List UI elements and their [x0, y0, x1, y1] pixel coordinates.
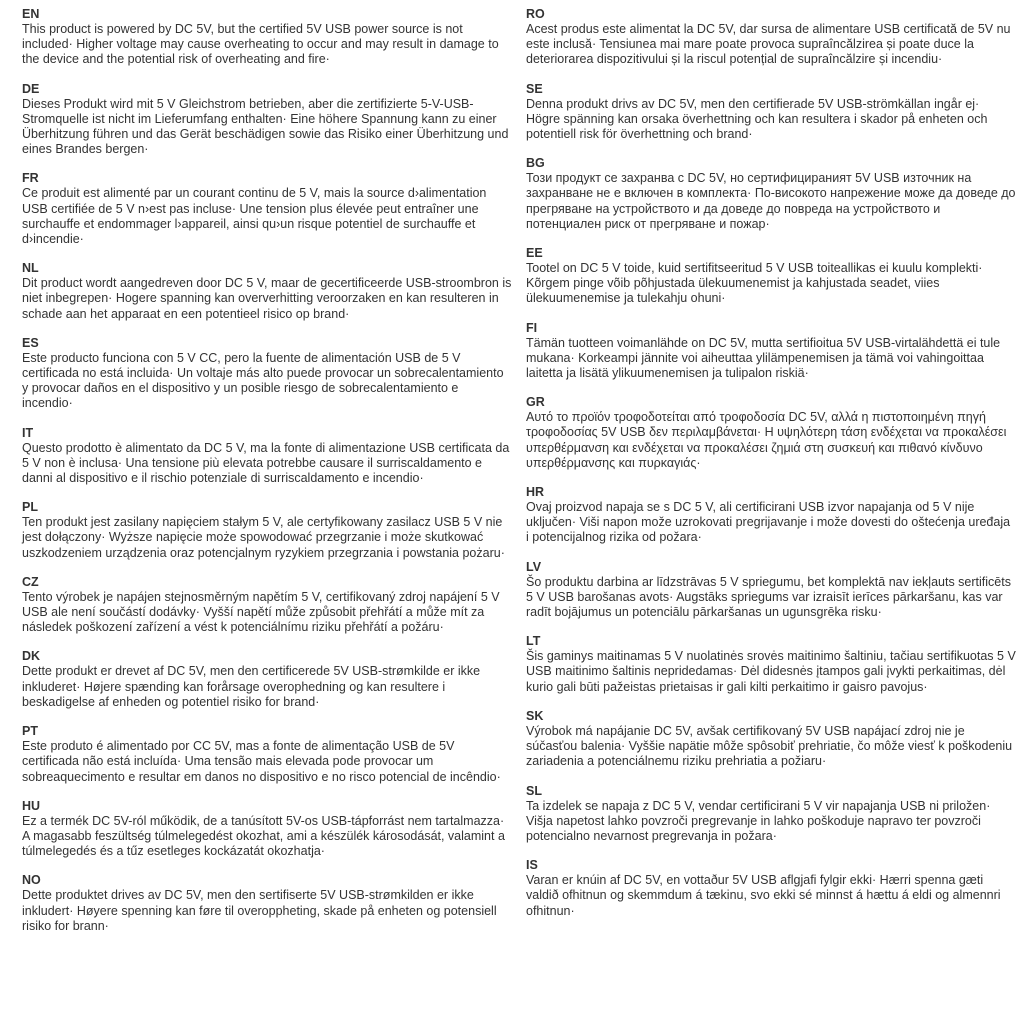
language-code-label: BG	[526, 156, 545, 171]
notice-text: Tämän tuotteen voimanlähde on DC 5V, mutta sertifioitua 5V USB-virtalähdettä ei tule mukana· Korkeampi jännite voi aiheuttaa ylilämpenemisen ja tämä voi vahingoittaa laitetta ja lisätä ylikuumenemisen ja tulipalon riskiä·	[526, 335, 1001, 381]
notice-text: Ce produit est alimenté par un courant continu de 5 V, mais la source d›alimentation USB certifiée de 5 V n›est pas incluse· Une tension plus élevée peut entraîner une surchauffe et endommager l›appareil, ainsi qu›un risque potentiel de surchauffe et d›incendie·	[22, 186, 487, 247]
notice-text: Questo prodotto è alimentato da DC 5 V, ma la fonte di alimentazione USB certificata da 5 V non è inclusa· Una tensione più elevata potrebbe causare il surriscaldamento e danni al dispositivo e il rischio potenziale di surriscaldamento e incendio·	[22, 440, 510, 486]
section-es	[22, 336, 512, 412]
section-dk	[22, 649, 512, 710]
language-code-label: DE	[22, 81, 40, 96]
section-bg	[526, 156, 1016, 232]
notice-text: Αυτό το προϊόν τροφοδοτείται από τροφοδοσία DC 5V, αλλά η πιστοποιημένη πηγή τροφοδοσίας 5V USB δεν περιλαμβάνεται· Η υψηλότερη τάση ενδέχεται να προκαλέσει υπερθέρμανση και ενδέχεται να προκαλέσει ζημιά στη συσκευή και πιθανό κίνδυνο υπερθέρμανσης και πυρκαγιάς·	[526, 410, 1007, 470]
section-fr	[22, 171, 512, 247]
language-code-label: ES	[22, 335, 39, 350]
notice-text: Ez a termék DC 5V-ról működik, de a tanúsított 5V-os USB-tápforrást nem tartalmazza· A magasabb feszültség túlmelegedést okozhat, ami a készülék károsodását, valamint a túlmelegedés és a tűz esetleges kockázatát okozhatja·	[22, 813, 505, 859]
language-code-label: EE	[526, 246, 543, 261]
language-code-label: IT	[22, 425, 34, 440]
notice-text: Ta izdelek se napaja z DC 5 V, vendar certificirani 5 V vir napajanja USB ni priložen· Višja napetost lahko povzroči pregrevanje in lahko poškoduje napravo ter povzroči potencialno nevarnost pregrevanja in požara·	[526, 798, 991, 843]
language-code-label: SL	[526, 783, 542, 798]
notice-text: Tootel on DC 5 V toide, kuid sertifitseeritud 5 V USB toiteallikas ei kuulu komplekti· Kõrgem pinge võib põhjustada ülekuumenemist ja kahjustada seadet, viies ülekuumenemise ja tulekahju ohuni·	[526, 261, 983, 306]
language-code-label: IS	[526, 858, 538, 873]
section-hu	[22, 799, 512, 860]
notice-text: Ten produkt jest zasilany napięciem stałym 5 V, ale certyfikowany zasilacz USB 5 V nie jest dołączony· Wyższe napięcie może spowodować przegrzanie i może skutkować uszkodzeniem urządzenia oraz potencjalnym ryzykiem przegrzania i powstania pożaru·	[22, 515, 505, 560]
left-column	[22, 7, 512, 948]
language-code-label: NL	[22, 261, 39, 276]
notice-text: Този продукт се захранва с DC 5V, но сертифицираният 5V USB източник на захранване не е включен в комплекта· По-високото напрежение може да доведе до прегряване на устройството и да доведе до повреда на устройството и потенциален риск от прегряване и пожар·	[526, 171, 1016, 231]
section-sk	[526, 709, 1016, 770]
section-sl	[526, 784, 1016, 845]
language-code-label: SE	[526, 81, 543, 96]
notice-text: Dieses Produkt wird mit 5 V Gleichstrom betrieben, aber die zertifizierte 5-V-USB-Stromquelle ist nicht im Lieferumfang enthalten· Eine höhere Spannung kann zu einer Überhitzung führen und das Gerät beschädigen sowie das Risiko einer Überhitzung und eines Brandes bergen·	[22, 96, 509, 157]
section-lv	[526, 560, 1016, 621]
notice-text: Denna produkt drivs av DC 5V, men den certifierade 5V USB-strömkällan ingår ej· Högre spänning kan orsaka överhettning och kan resultera i skador på enheten och potentiell risk för överhettning och brand·	[526, 96, 988, 142]
section-pt	[22, 724, 512, 785]
notice-text: Šo produktu darbina ar līdzstrāvas 5 V spriegumu, bet komplektā nav iekļauts sertificēts 5 V USB barošanas avots· Augstāks spriegums var izraisīt ierīces pārkaršanu, kas var radīt bojājumus un potenciālu pārkaršanas un ugunsgrēka risku·	[526, 574, 1011, 620]
language-code-label: LT	[526, 634, 541, 649]
notice-text: Dette produkt er drevet af DC 5V, men den certificerede 5V USB-strømkilde er ikke inkluderet· Højere spænding kan forårsage overophedning og kan resultere i beskadigelse af enheden og potentiel risiko for brand·	[22, 664, 481, 709]
language-code-label: RO	[526, 7, 545, 21]
section-de	[22, 82, 512, 158]
section-hr	[526, 485, 1016, 546]
notice-text: This product is powered by DC 5V, but the certified 5V USB power source is not included· Higher voltage may cause overheating to occur and may result in damage to the device and the potential risk of overheating and fire·	[22, 22, 499, 67]
language-code-label: FI	[526, 320, 538, 335]
notice-text: Dit product wordt aangedreven door DC 5 V, maar de gecertificeerde USB-stroombron is niet inbegrepen· Hogere spanning kan oververhitting veroorzaken en kan resulteren in schade aan het apparaat en een potentieel risico op brand·	[22, 276, 512, 321]
section-it	[22, 426, 512, 487]
notice-text: Tento výrobek je napájen stejnosměrným napětím 5 V, certifikovaný zdroj napájení 5 V USB ale není součástí dodávky· Vyšší napětí může způsobit přehřátí a může mít za následek poškození zařízení a vést k potenciálnímu riziku přehřátí a požáru·	[22, 589, 500, 635]
section-lt	[526, 634, 1016, 695]
notice-text: Acest produs este alimentat la DC 5V, dar sursa de alimentare USB certificată de 5V nu este inclusă· Tensiunea mai mare poate provoca supraîncălzirea și poate duce la deteriorarea dispozitivului și la riscul potențial de supraîncălzire și incendiu·	[526, 22, 1011, 67]
section-is	[526, 858, 1016, 919]
section-ro	[526, 7, 1016, 68]
section-pl	[22, 500, 512, 561]
notice-text: Varan er knúin af DC 5V, en vottaður 5V USB aflgjafi fylgir ekki· Hærri spenna gæti valdið ofhitnun og skemmdum á tækinu, svo ekki sé minnst á hættu á eldi og almennri ofhitnun·	[526, 873, 1001, 918]
section-se	[526, 82, 1016, 143]
notice-text: Šis gaminys maitinamas 5 V nuolatinės srovės maitinimo šaltiniu, tačiau sertifikuotas 5 V USB maitinimo šaltinis nepridedamas· Dėl didesnės įtampos gali įvykti perkaitimas, dėl kurio gali būti pažeistas prietaisas ir gali kilti perkaitimo ir gaisro pavojus·	[526, 649, 1016, 694]
language-code-label: EN	[22, 7, 40, 21]
language-code-label: SK	[526, 708, 544, 723]
section-cz	[22, 575, 512, 636]
section-nl	[22, 261, 512, 322]
language-code-label: HR	[526, 485, 545, 500]
language-code-label: DK	[22, 649, 41, 664]
section-ee	[526, 246, 1016, 307]
language-code-label: PT	[22, 724, 38, 739]
language-code-label: HU	[22, 798, 41, 813]
language-code-label: NO	[22, 873, 41, 888]
language-code-label: FR	[22, 171, 39, 186]
notice-text: Výrobok má napájanie DC 5V, avšak certifikovaný 5V USB napájací zdroj nie je súčasťou balenia· Vyššie napätie môže spôsobiť prehriatie, čo môže viesť k poškodeniu zariadenia a potenciálnemu riziku prehriatia a požiaru·	[526, 723, 1013, 769]
language-code-label: CZ	[22, 574, 39, 589]
notice-text: Este produto é alimentado por CC 5V, mas a fonte de alimentação USB de 5V certificada não está incluída· Uma tensão mais elevada pode provocar um sobreaquecimento e resultar em danos no dispositivo e no risco potencial de incêndio·	[22, 739, 501, 784]
notice-text: Este producto funciona con 5 V CC, pero la fuente de alimentación USB de 5 V certificada no está incluida· Un voltaje más alto puede provocar un sobrecalentamiento y provocar daños en el dispositivo y un posible riesgo de sobrecalentamiento e incendio·	[22, 350, 504, 411]
right-column	[526, 7, 1016, 948]
language-code-label: LV	[526, 559, 542, 574]
language-code-label: PL	[22, 500, 38, 515]
section-en	[22, 7, 512, 68]
language-code-label: GR	[526, 395, 545, 410]
section-gr	[526, 395, 1016, 471]
notice-text: Dette produktet drives av DC 5V, men den sertifiserte 5V USB-strømkilden er ikke inkludert· Høyere spenning kan føre til overoppheting, skade på enheten og potensiell risiko for brann·	[22, 888, 497, 933]
section-fi	[526, 321, 1016, 382]
notice-text: Ovaj proizvod napaja se s DC 5 V, ali certificirani USB izvor napajanja od 5 V nije uključen· Viši napon može uzrokovati pregrijavanje i može dovesti do oštećenja uređaja i potencijalnog rizika od požara·	[526, 500, 1011, 545]
section-no	[22, 873, 512, 934]
